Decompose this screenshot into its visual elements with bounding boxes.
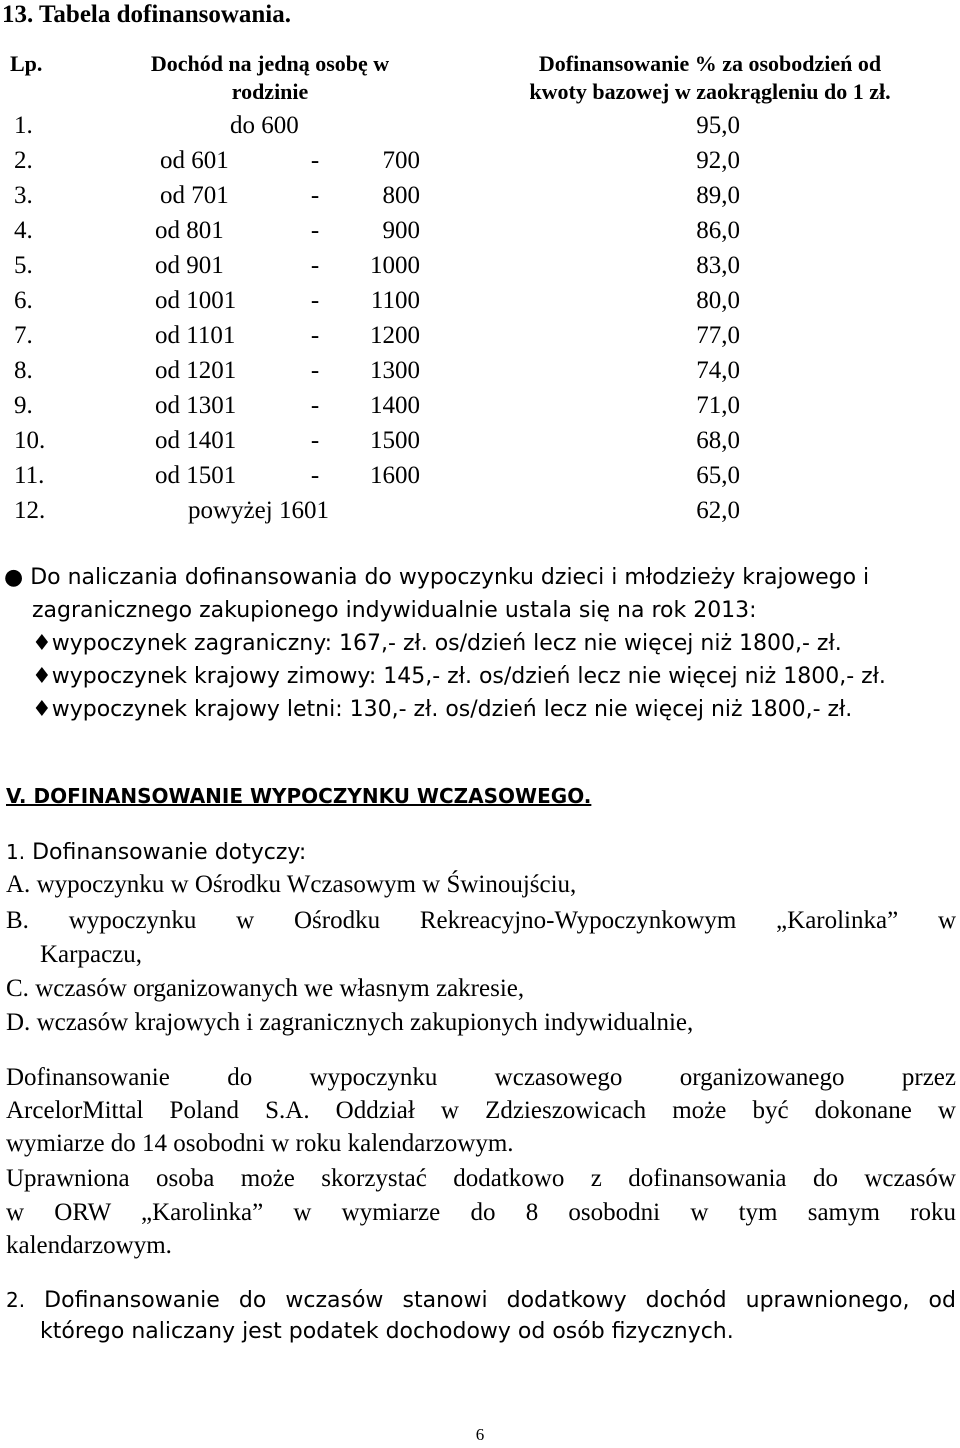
row-income: powyżej 1601 <box>188 497 329 524</box>
header-subsidy <box>485 50 935 106</box>
point-2-number: 2. <box>6 1288 26 1312</box>
row-value: 68,0 <box>696 427 740 454</box>
paragraph-line: w ORW „Karolinka” w wymiarze do 8 osobodni w tym samym roku <box>6 1199 956 1226</box>
list-item-letter: D. <box>6 1009 31 1036</box>
list-item <box>6 868 576 901</box>
row-income-dash: - <box>310 147 320 174</box>
list-item-letter: C. <box>6 975 29 1002</box>
row-value: 65,0 <box>696 462 740 489</box>
list-item-text: wypoczynku w Ośrodku Rekreacyjno-Wypoczynkowym „Karolinka” w <box>28 907 956 934</box>
row-value: 74,0 <box>696 357 740 384</box>
row-value: 80,0 <box>696 287 740 314</box>
paragraph-line: Uprawniona osoba może skorzystać dodatkowo z dofinansowania do wczasów <box>6 1165 956 1192</box>
note-item: ♦wypoczynek krajowy letni: 130,- zł. os/dzień lecz nie więcej niż 1800,- zł. <box>32 697 853 722</box>
row-income-to: 1500 <box>370 427 420 454</box>
list-item-text: wypoczynku w Ośrodku Wczasowym w Świnoujściu, <box>30 871 577 898</box>
paragraph-line: Dofinansowanie do wypoczynku wczasowego organizowanego przez <box>6 1064 956 1091</box>
list-item <box>6 1006 693 1039</box>
point-2 <box>6 1283 956 1317</box>
header-subsidy-line1: Dofinansowanie % za osobodzień od <box>538 51 882 76</box>
row-income-dash: - <box>310 217 320 244</box>
note-line: ● Do naliczania dofinansowania do wypoczynku dzieci i młodzieży krajowego i <box>4 565 870 590</box>
row-income-to: 1400 <box>370 392 420 419</box>
table-row <box>0 388 960 423</box>
row-income-to: 800 <box>382 182 420 209</box>
row-income-from: od 801 <box>155 217 224 244</box>
list-item-text: wczasów krajowych i zagranicznych zakupionych indywidualnie, <box>30 1009 694 1036</box>
table-row <box>0 493 960 528</box>
table-row <box>0 423 960 458</box>
row-income-dash: - <box>310 182 320 209</box>
point-2-continuation: którego naliczany jest podatek dochodowy od osób fizycznych. <box>40 1319 734 1344</box>
row-lp: 7. <box>14 322 33 349</box>
row-value: 71,0 <box>696 392 740 419</box>
row-income-to: 700 <box>382 147 420 174</box>
row-income-to: 1300 <box>370 357 420 384</box>
paragraph-line: wymiarze do 14 osobodni w roku kalendarzowym. <box>6 1130 514 1157</box>
table-row <box>0 248 960 283</box>
row-value: 77,0 <box>696 322 740 349</box>
row-income-from: od 1501 <box>155 462 237 489</box>
row-lp: 10. <box>14 427 46 454</box>
list-item <box>6 972 524 1005</box>
table-row <box>0 458 960 493</box>
header-lp: Lp. <box>10 51 43 76</box>
row-value: 62,0 <box>696 497 740 524</box>
row-income-dash: - <box>310 322 320 349</box>
row-lp: 3. <box>14 182 33 209</box>
row-income-from: od 1201 <box>155 357 237 384</box>
row-income-dash: - <box>310 427 320 454</box>
row-lp: 4. <box>14 217 33 244</box>
point-1-text: Dofinansowanie dotyczy: <box>25 840 307 865</box>
section-v-title: V. DOFINANSOWANIE WYPOCZYNKU WCZASOWEGO. <box>6 784 592 808</box>
list-item-text: wczasów organizowanych we własnym zakresie, <box>28 975 525 1002</box>
row-income-from: od 901 <box>155 252 224 279</box>
row-income-from: od 701 <box>160 182 229 209</box>
row-income-from: od 601 <box>160 147 229 174</box>
row-income-from: od 1101 <box>155 322 236 349</box>
row-value: 89,0 <box>696 182 740 209</box>
row-income-to: 1100 <box>370 287 420 314</box>
paragraph-line: kalendarzowym. <box>6 1232 172 1259</box>
header-income-line1: Dochód na jedną osobę w <box>150 51 390 76</box>
row-value: 86,0 <box>696 217 740 244</box>
point-2-text: Dofinansowanie do wczasów stanowi dodatkowy dochód uprawnionego, od <box>25 1288 956 1313</box>
table-row <box>0 283 960 318</box>
list-item-letter: B. <box>6 907 29 934</box>
table-row <box>0 213 960 248</box>
row-income-dash: - <box>310 392 320 419</box>
table-row <box>0 318 960 353</box>
row-income-to: 1000 <box>370 252 420 279</box>
row-lp: 8. <box>14 357 33 384</box>
row-value: 83,0 <box>696 252 740 279</box>
point-1 <box>6 835 306 869</box>
row-income-dash: - <box>310 462 320 489</box>
row-income: do 600 <box>230 112 299 139</box>
point-1-number: 1. <box>6 840 26 864</box>
row-income-from: od 1401 <box>155 427 237 454</box>
header-income-line2: rodzinie <box>231 79 309 104</box>
row-income-dash: - <box>310 287 320 314</box>
note-item: ♦wypoczynek zagraniczny: 167,- zł. os/dzień lecz nie więcej niż 1800,- zł. <box>32 631 842 656</box>
header-subsidy-line2: kwoty bazowej w zaokrągleniu do 1 zł. <box>529 79 891 104</box>
table-row <box>0 108 960 143</box>
page-number: 6 <box>475 1425 485 1444</box>
section-title: 13. Tabela dofinansowania. <box>2 1 291 28</box>
row-lp: 6. <box>14 287 33 314</box>
row-income-to: 1600 <box>370 462 420 489</box>
row-lp: 12. <box>14 497 46 524</box>
table-row <box>0 143 960 178</box>
table-row <box>0 353 960 388</box>
table-row <box>0 178 960 213</box>
row-income-to: 1200 <box>370 322 420 349</box>
row-value: 95,0 <box>696 112 740 139</box>
row-income-from: od 1001 <box>155 287 237 314</box>
row-income-to: 900 <box>382 217 420 244</box>
row-income-dash: - <box>310 252 320 279</box>
list-item <box>6 904 956 937</box>
header-income <box>100 50 440 106</box>
row-income-dash: - <box>310 357 320 384</box>
row-value: 92,0 <box>696 147 740 174</box>
list-item-continuation: Karpaczu, <box>40 941 143 968</box>
row-lp: 1. <box>14 112 33 139</box>
row-lp: 5. <box>14 252 33 279</box>
row-lp: 11. <box>14 462 45 489</box>
list-item-letter: A. <box>6 871 31 898</box>
row-lp: 9. <box>14 392 33 419</box>
paragraph-line: ArcelorMittal Poland S.A. Oddział w Zdzieszowicach może być dokonane w <box>6 1097 956 1124</box>
row-lp: 2. <box>14 147 33 174</box>
note-line: zagranicznego zakupionego indywidualnie ustala się na rok 2013: <box>32 598 757 623</box>
note-item: ♦wypoczynek krajowy zimowy: 145,- zł. os/dzień lecz nie więcej niż 1800,- zł. <box>32 664 886 689</box>
row-income-from: od 1301 <box>155 392 237 419</box>
